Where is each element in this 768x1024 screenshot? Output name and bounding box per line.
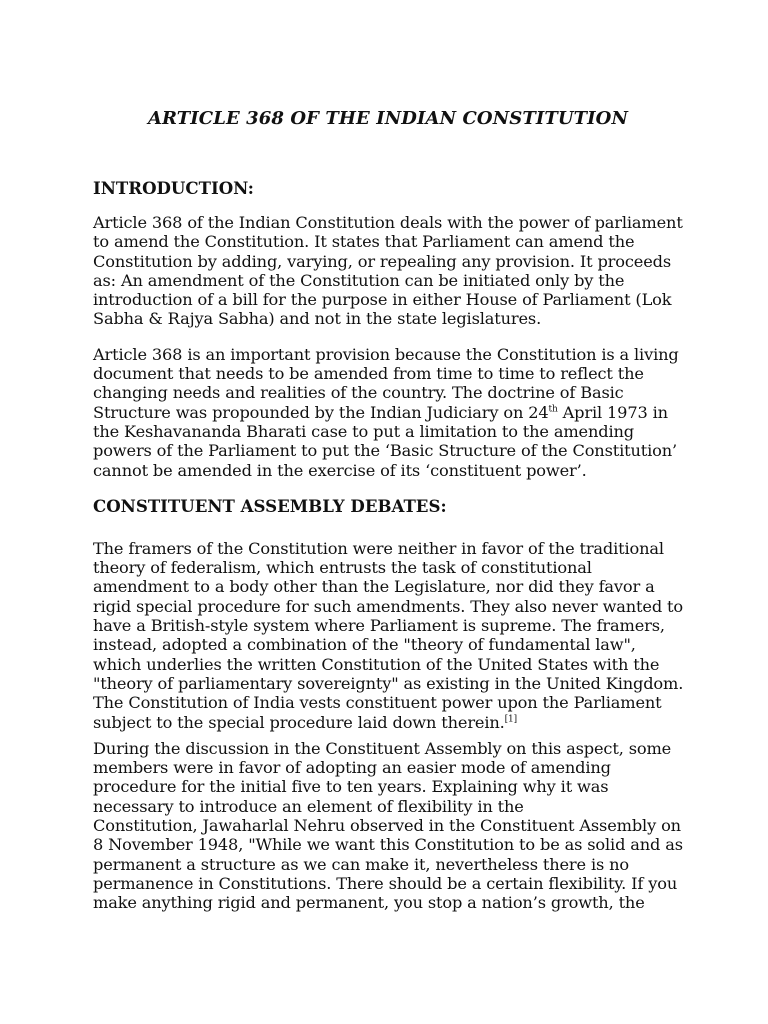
- text-line: During the discussion in the Constituent Assembly on this aspect, some: [93, 738, 672, 758]
- text-line: which underlies the written Constitution of the United States with the: [93, 654, 660, 674]
- paragraph: [93, 213, 683, 329]
- text-line: Sabha & Rajya Sabha) and not in the state legislatures.: [93, 309, 542, 329]
- text-line: necessary to introduce an element of flexibility in the: [93, 796, 524, 816]
- text-line: changing needs and realities of the country. The doctrine of Basic: [93, 383, 624, 403]
- text-line: members were in favor of adopting an easier mode of amending: [93, 758, 611, 778]
- text-line: Constitution by adding, varying, or repealing any provision. It proceeds: [93, 251, 671, 271]
- text-line: Article 368 is an important provision because the Constitution is a living: [93, 344, 679, 364]
- section-heading-constituent-assembly-debates: CONSTITUENT ASSEMBLY DEBATES:: [93, 495, 447, 516]
- text-line: procedure for the initial five to ten years. Explaining why it was: [93, 777, 609, 797]
- text-line: 8 November 1948, "While we want this Constitution to be as solid and as: [93, 835, 683, 855]
- text-segment: April 1973 in: [557, 402, 668, 422]
- text-line-with-footnote: [93, 713, 683, 732]
- text-line: cannot be amended in the exercise of its ‘constituent power’.: [93, 460, 587, 480]
- text-segment: Structure was propounded by the Indian Judiciary on 24: [93, 402, 549, 422]
- text-line: instead, adopted a combination of the "theory of fundamental law",: [93, 635, 636, 655]
- document-page: [93, 108, 683, 929]
- text-line: powers of the Parliament to put the ‘Basic Structure of the Constitution’: [93, 441, 677, 461]
- section-heading-introduction: INTRODUCTION:: [93, 178, 254, 198]
- text-line: as: An amendment of the Constitution can be initiated only by the: [93, 270, 625, 290]
- text-line: "theory of parliamentary sovereignty" as existing in the United Kingdom.: [93, 673, 684, 693]
- text-line: introduction of a bill for the purpose in either House of Parliament (Lok: [93, 290, 672, 310]
- paragraph: [93, 539, 683, 732]
- text-line: to amend the Constitution. It states that Parliament can amend the: [93, 232, 635, 252]
- paragraph: [93, 739, 683, 913]
- text-segment: subject to the special procedure laid down therein.: [93, 712, 505, 732]
- text-line: Article 368 of the Indian Constitution deals with the power of parliament: [93, 213, 683, 232]
- text-line: rigid special procedure for such amendments. They also never wanted to: [93, 596, 683, 616]
- text-line: The Constitution of India vests constituent power upon the Parliament: [93, 693, 662, 713]
- text-line: permanent a structure as we can make it, nevertheless there is no: [93, 854, 629, 874]
- paragraph: [93, 345, 683, 480]
- text-line-with-superscript: [93, 403, 683, 422]
- document-title: ARTICLE 368 OF THE INDIAN CONSTITUTION: [147, 108, 629, 129]
- text-line: permanence in Constitutions. There should be a certain flexibility. If you: [93, 873, 678, 893]
- footnote-reference[interactable]: [1]: [504, 714, 517, 725]
- text-line: theory of federalism, which entrusts the task of constitutional: [93, 558, 592, 578]
- text-line: the Keshavananda Bharati case to put a limitation to the amending: [93, 421, 634, 441]
- text-line: make anything rigid and permanent, you stop a nation’s growth, the: [93, 893, 645, 913]
- text-line: Constitution, Jawaharlal Nehru observed in the Constituent Assembly on: [93, 816, 681, 836]
- text-line: document that needs to be amended from time to time to reflect the: [93, 364, 644, 384]
- text-line: amendment to a body other than the Legislature, nor did they favor a: [93, 577, 655, 597]
- text-line: have a British-style system where Parliament is supreme. The framers,: [93, 616, 665, 636]
- superscript: th: [548, 404, 558, 415]
- text-line: The framers of the Constitution were neither in favor of the traditional: [93, 538, 664, 558]
